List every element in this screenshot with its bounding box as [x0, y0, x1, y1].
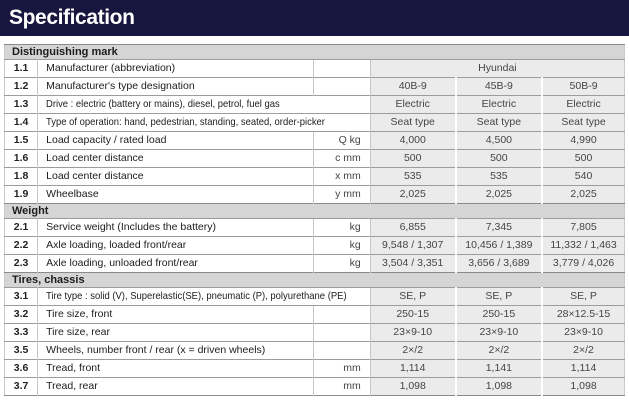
table-row	[5, 96, 625, 114]
row-unit: c mm	[314, 150, 370, 168]
row-number: 1.6	[5, 150, 38, 168]
spec-table-container	[4, 44, 625, 396]
row-label: Load center distance	[38, 150, 314, 168]
row-number: 2.1	[5, 219, 38, 237]
row-number: 1.2	[5, 78, 38, 96]
row-number: 1.5	[5, 132, 38, 150]
section-row	[5, 273, 625, 288]
page-title: Specification	[9, 6, 135, 29]
row-value: 4,500	[456, 132, 542, 150]
row-value: 535	[370, 168, 455, 186]
row-number: 3.6	[5, 360, 38, 378]
row-value: Hyundai	[370, 60, 624, 78]
row-label: Drive : electric (battery or mains), diesel, petrol, fuel gas	[38, 96, 371, 114]
row-number: 3.7	[5, 378, 38, 396]
section-title: Weight	[5, 204, 625, 219]
row-value: SE, P	[542, 288, 624, 306]
row-label: Axle loading, loaded front/rear	[38, 237, 314, 255]
row-value: 4,000	[370, 132, 455, 150]
row-unit	[314, 324, 370, 342]
row-value: 1,114	[542, 360, 624, 378]
row-value: Seat type	[370, 114, 455, 132]
row-value: Electric	[456, 96, 542, 114]
row-value: 1,098	[456, 378, 542, 396]
table-row	[5, 132, 625, 150]
row-value: 3,504 / 3,351	[370, 255, 455, 273]
row-label: Tire size, front	[38, 306, 314, 324]
row-unit: mm	[314, 378, 370, 396]
row-number: 3.1	[5, 288, 38, 306]
table-row	[5, 360, 625, 378]
table-row	[5, 219, 625, 237]
row-value: SE, P	[370, 288, 455, 306]
table-row	[5, 114, 625, 132]
row-value: 4,990	[542, 132, 624, 150]
table-row	[5, 237, 625, 255]
table-row	[5, 150, 625, 168]
row-value: 45B-9	[456, 78, 542, 96]
table-row	[5, 168, 625, 186]
row-number: 2.3	[5, 255, 38, 273]
row-unit: y mm	[314, 186, 370, 204]
table-row	[5, 78, 625, 96]
row-unit	[314, 78, 370, 96]
row-number: 3.2	[5, 306, 38, 324]
row-value: 500	[370, 150, 455, 168]
section-title: Tires, chassis	[5, 273, 625, 288]
row-unit: Q kg	[314, 132, 370, 150]
row-label: Wheels, number front / rear (x = driven wheels)	[38, 342, 314, 360]
row-unit	[314, 60, 370, 78]
row-unit: mm	[314, 360, 370, 378]
row-value: 250-15	[456, 306, 542, 324]
row-value: 535	[456, 168, 542, 186]
row-unit	[314, 342, 370, 360]
row-label: Load capacity / rated load	[38, 132, 314, 150]
row-value: 1,141	[456, 360, 542, 378]
row-number: 1.4	[5, 114, 38, 132]
row-unit: x mm	[314, 168, 370, 186]
row-value: 40B-9	[370, 78, 455, 96]
row-value: 1,098	[370, 378, 455, 396]
row-value: 11,332 / 1,463	[542, 237, 624, 255]
table-row	[5, 306, 625, 324]
spec-table	[4, 44, 625, 396]
table-row	[5, 324, 625, 342]
row-value: 2,025	[370, 186, 455, 204]
row-value: 500	[456, 150, 542, 168]
row-value: Electric	[370, 96, 455, 114]
row-label: Tread, rear	[38, 378, 314, 396]
row-label: Type of operation: hand, pedestrian, standing, seated, order-picker	[38, 114, 371, 132]
row-number: 1.9	[5, 186, 38, 204]
table-row	[5, 255, 625, 273]
row-value: 7,345	[456, 219, 542, 237]
section-row	[5, 45, 625, 60]
row-label: Tire size, rear	[38, 324, 314, 342]
row-value: 500	[542, 150, 624, 168]
row-value: 7,805	[542, 219, 624, 237]
row-number: 3.3	[5, 324, 38, 342]
row-value: 23×9-10	[370, 324, 455, 342]
row-value: 6,855	[370, 219, 455, 237]
row-value: 3,656 / 3,689	[456, 255, 542, 273]
row-number: 1.3	[5, 96, 38, 114]
row-unit: kg	[314, 255, 370, 273]
row-value: 23×9-10	[542, 324, 624, 342]
row-value: 2,025	[542, 186, 624, 204]
row-unit: kg	[314, 237, 370, 255]
row-value: 2×/2	[456, 342, 542, 360]
row-value: 10,456 / 1,389	[456, 237, 542, 255]
row-value: Electric	[542, 96, 624, 114]
table-row	[5, 378, 625, 396]
row-number: 2.2	[5, 237, 38, 255]
row-label: Tread, front	[38, 360, 314, 378]
table-row	[5, 60, 625, 78]
row-label: Manufacturer's type designation	[38, 78, 314, 96]
row-label: Load center distance	[38, 168, 314, 186]
row-label: Manufacturer (abbreviation)	[38, 60, 314, 78]
section-title: Distinguishing mark	[5, 45, 625, 60]
row-value: 250-15	[370, 306, 455, 324]
row-value: 1,098	[542, 378, 624, 396]
row-number: 1.1	[5, 60, 38, 78]
row-value: 2×/2	[542, 342, 624, 360]
spec-table-body	[5, 45, 625, 396]
row-unit: kg	[314, 219, 370, 237]
row-label: Axle loading, unloaded front/rear	[38, 255, 314, 273]
row-value: 2×/2	[370, 342, 455, 360]
table-row	[5, 186, 625, 204]
row-label: Tire type : solid (V), Superelastic(SE), pneumatic (P), polyurethane (PE)	[38, 288, 371, 306]
row-value: 540	[542, 168, 624, 186]
row-label: Wheelbase	[38, 186, 314, 204]
row-number: 1.8	[5, 168, 38, 186]
row-unit	[314, 306, 370, 324]
row-value: 1,114	[370, 360, 455, 378]
page-header	[0, 0, 629, 36]
table-row	[5, 288, 625, 306]
row-value: 9,548 / 1,307	[370, 237, 455, 255]
row-value: 2,025	[456, 186, 542, 204]
row-value: Seat type	[456, 114, 542, 132]
row-value: 3,779 / 4,026	[542, 255, 624, 273]
row-value: SE, P	[456, 288, 542, 306]
table-row	[5, 342, 625, 360]
row-value: 50B-9	[542, 78, 624, 96]
row-label: Service weight (Includes the battery)	[38, 219, 314, 237]
row-value: 23×9-10	[456, 324, 542, 342]
row-number: 3.5	[5, 342, 38, 360]
row-value: 28×12.5-15	[542, 306, 624, 324]
section-row	[5, 204, 625, 219]
row-value: Seat type	[542, 114, 624, 132]
